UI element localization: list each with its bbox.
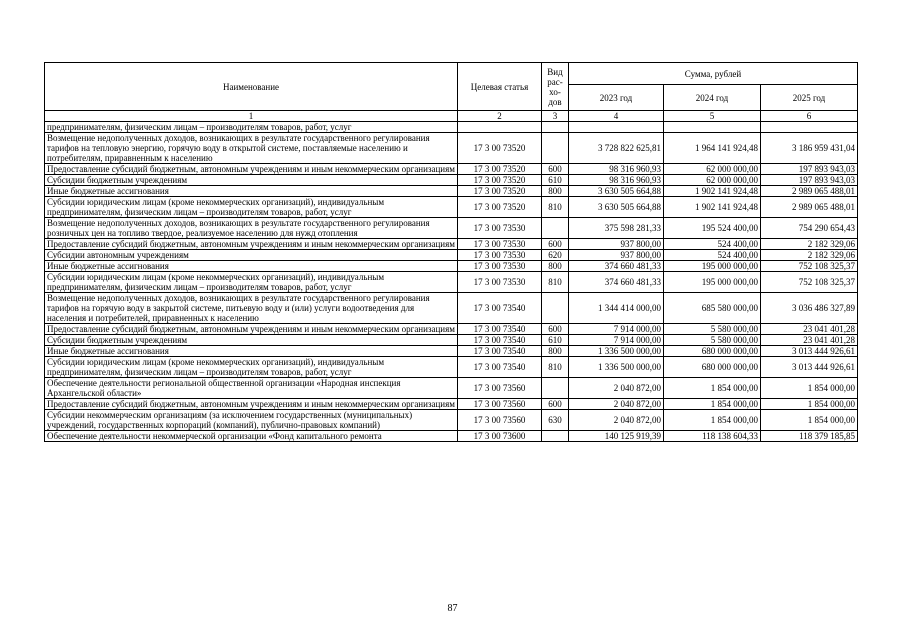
cell-expense-type: 600 bbox=[542, 164, 569, 175]
cell-sum-2025: 118 379 185,85 bbox=[761, 431, 858, 442]
cell-target-article: 17 3 00 73530 bbox=[458, 261, 542, 272]
cell-sum-2023: 937 800,00 bbox=[569, 239, 664, 250]
cell-sum-2023: 1 344 414 000,00 bbox=[569, 293, 664, 324]
cell-expense-type: 610 bbox=[542, 335, 569, 346]
cell-sum-2024: 524 400,00 bbox=[664, 250, 761, 261]
table-row bbox=[45, 218, 858, 239]
cell-expense-type: 810 bbox=[542, 272, 569, 293]
cell-expense-type: 630 bbox=[542, 410, 569, 431]
table-row bbox=[45, 357, 858, 378]
cell-sum-2025: 754 290 654,43 bbox=[761, 218, 858, 239]
cell-sum-2023: 7 914 000,00 bbox=[569, 335, 664, 346]
header-sum: Сумма, рублей bbox=[569, 63, 858, 85]
cell-sum-2023: 374 660 481,33 bbox=[569, 272, 664, 293]
cell-sum-2024: 685 580 000,00 bbox=[664, 293, 761, 324]
cell-target-article: 17 3 00 73600 bbox=[458, 431, 542, 442]
cell-target-article: 17 3 00 73540 bbox=[458, 324, 542, 335]
cell-name: Предоставление субсидий бюджетным, автономным учреждениям и иным некоммерческим организациям bbox=[45, 239, 458, 250]
cell-sum-2024: 1 854 000,00 bbox=[664, 399, 761, 410]
cell-sum-2024: 1 854 000,00 bbox=[664, 378, 761, 399]
header-year-2025: 2025 год bbox=[761, 85, 858, 111]
cell-target-article: 17 3 00 73540 bbox=[458, 346, 542, 357]
cell-sum-2023: 1 336 500 000,00 bbox=[569, 346, 664, 357]
page-number: 87 bbox=[447, 603, 458, 614]
cell-sum-2023 bbox=[569, 122, 664, 133]
cell-sum-2023: 2 040 872,00 bbox=[569, 410, 664, 431]
cell-name: Субсидии бюджетным учреждениям bbox=[45, 335, 458, 346]
cell-sum-2024: 118 138 604,33 bbox=[664, 431, 761, 442]
cell-name: Субсидии бюджетным учреждениям bbox=[45, 175, 458, 186]
column-index: 6 bbox=[761, 111, 858, 122]
cell-expense-type: 600 bbox=[542, 399, 569, 410]
cell-sum-2025: 3 013 444 926,61 bbox=[761, 346, 858, 357]
cell-sum-2024: 524 400,00 bbox=[664, 239, 761, 250]
cell-sum-2023: 98 316 960,93 bbox=[569, 175, 664, 186]
cell-sum-2024: 195 000 000,00 bbox=[664, 261, 761, 272]
cell-sum-2025: 2 182 329,06 bbox=[761, 239, 858, 250]
cell-expense-type: 600 bbox=[542, 239, 569, 250]
column-index: 5 bbox=[664, 111, 761, 122]
table-row bbox=[45, 378, 858, 399]
cell-sum-2023: 375 598 281,33 bbox=[569, 218, 664, 239]
cell-expense-type bbox=[542, 218, 569, 239]
cell-name: Возмещение недополученных доходов, возникающих в результате государственного регулирования тарифов на горячую воду в закрытой системе, питьевую воду и (или) услуги водоотведения для населения и потребителей, приравненных к населению bbox=[45, 293, 458, 324]
cell-sum-2025: 752 108 325,37 bbox=[761, 261, 858, 272]
cell-sum-2025: 23 041 401,28 bbox=[761, 335, 858, 346]
cell-sum-2024: 680 000 000,00 bbox=[664, 357, 761, 378]
cell-name: Предоставление субсидий бюджетным, автономным учреждениям и иным некоммерческим организациям bbox=[45, 324, 458, 335]
cell-sum-2024: 195 000 000,00 bbox=[664, 272, 761, 293]
cell-target-article: 17 3 00 73530 bbox=[458, 218, 542, 239]
cell-sum-2025: 1 854 000,00 bbox=[761, 378, 858, 399]
cell-sum-2023: 140 125 919,39 bbox=[569, 431, 664, 442]
cell-name: Возмещение недополученных доходов, возникающих в результате государственного регулирования тарифов на тепловую энергию, горячую воду в открытой системе, поставляемые населению и потребителям, приравненным к населению bbox=[45, 133, 458, 164]
cell-target-article: 17 3 00 73530 bbox=[458, 272, 542, 293]
table-row bbox=[45, 122, 858, 133]
cell-sum-2024: 1 964 141 924,48 bbox=[664, 133, 761, 164]
cell-sum-2024: 680 000 000,00 bbox=[664, 346, 761, 357]
cell-name: Обеспечение деятельности региональной общественной организации «Народная инспекция Архангельской области» bbox=[45, 378, 458, 399]
cell-name: Субсидии юридическим лицам (кроме некоммерческих организаций), индивидуальным предпринимателям, физическим лицам – производителям товаров, работ, услуг bbox=[45, 357, 458, 378]
cell-sum-2024: 5 580 000,00 bbox=[664, 324, 761, 335]
table-row bbox=[45, 164, 858, 175]
table-row bbox=[45, 197, 858, 218]
cell-expense-type: 620 bbox=[542, 250, 569, 261]
table-row bbox=[45, 293, 858, 324]
table-body bbox=[45, 122, 858, 442]
column-index-row bbox=[45, 111, 858, 122]
cell-name: Иные бюджетные ассигнования bbox=[45, 186, 458, 197]
column-index: 2 bbox=[458, 111, 542, 122]
table-row bbox=[45, 410, 858, 431]
cell-sum-2023: 2 040 872,00 bbox=[569, 378, 664, 399]
cell-sum-2024: 1 854 000,00 bbox=[664, 410, 761, 431]
cell-target-article: 17 3 00 73520 bbox=[458, 175, 542, 186]
cell-sum-2025: 2 182 329,06 bbox=[761, 250, 858, 261]
cell-sum-2023: 7 914 000,00 bbox=[569, 324, 664, 335]
cell-sum-2024: 195 524 400,00 bbox=[664, 218, 761, 239]
cell-target-article: 17 3 00 73520 bbox=[458, 186, 542, 197]
cell-name: Субсидии юридическим лицам (кроме некоммерческих организаций), индивидуальным предпринимателям, физическим лицам – производителям товаров, работ, услуг bbox=[45, 272, 458, 293]
cell-expense-type bbox=[542, 293, 569, 324]
cell-expense-type: 810 bbox=[542, 357, 569, 378]
cell-sum-2025 bbox=[761, 122, 858, 133]
cell-expense-type bbox=[542, 122, 569, 133]
cell-target-article: 17 3 00 73520 bbox=[458, 133, 542, 164]
cell-target-article: 17 3 00 73520 bbox=[458, 197, 542, 218]
column-index: 4 bbox=[569, 111, 664, 122]
cell-sum-2025: 1 854 000,00 bbox=[761, 399, 858, 410]
table-row bbox=[45, 346, 858, 357]
header-year-2023: 2023 год bbox=[569, 85, 664, 111]
cell-sum-2023: 374 660 481,33 bbox=[569, 261, 664, 272]
header-target-article: Целевая статья bbox=[458, 63, 542, 111]
cell-target-article: 17 3 00 73530 bbox=[458, 250, 542, 261]
cell-expense-type bbox=[542, 133, 569, 164]
column-index: 1 bbox=[45, 111, 458, 122]
header-expense-type-line: хо- bbox=[549, 86, 561, 97]
cell-name: Иные бюджетные ассигнования bbox=[45, 261, 458, 272]
cell-target-article: 17 3 00 73540 bbox=[458, 293, 542, 324]
cell-sum-2023: 1 336 500 000,00 bbox=[569, 357, 664, 378]
cell-sum-2023: 2 040 872,00 bbox=[569, 399, 664, 410]
cell-expense-type bbox=[542, 431, 569, 442]
cell-sum-2025: 3 013 444 926,61 bbox=[761, 357, 858, 378]
cell-target-article: 17 3 00 73530 bbox=[458, 239, 542, 250]
cell-expense-type: 600 bbox=[542, 324, 569, 335]
cell-sum-2025: 2 989 065 488,01 bbox=[761, 197, 858, 218]
cell-target-article: 17 3 00 73560 bbox=[458, 399, 542, 410]
cell-name: Предоставление субсидий бюджетным, автономным учреждениям и иным некоммерческим организациям bbox=[45, 164, 458, 175]
table-row bbox=[45, 335, 858, 346]
header-expense-type-line: рас- bbox=[547, 76, 563, 87]
cell-name: предпринимателям, физическим лицам – производителям товаров, работ, услуг bbox=[45, 122, 458, 133]
cell-target-article: 17 3 00 73540 bbox=[458, 335, 542, 346]
cell-sum-2025: 752 108 325,37 bbox=[761, 272, 858, 293]
header-expense-type bbox=[542, 63, 569, 111]
cell-name: Субсидии юридическим лицам (кроме некоммерческих организаций), индивидуальным предпринимателям, физическим лицам – производителям товаров, работ, услуг bbox=[45, 197, 458, 218]
cell-expense-type bbox=[542, 378, 569, 399]
cell-sum-2025: 2 989 065 488,01 bbox=[761, 186, 858, 197]
cell-expense-type: 810 bbox=[542, 197, 569, 218]
table-row bbox=[45, 431, 858, 442]
cell-sum-2024: 5 580 000,00 bbox=[664, 335, 761, 346]
header-year-2024: 2024 год bbox=[664, 85, 761, 111]
cell-sum-2023: 3 728 822 625,81 bbox=[569, 133, 664, 164]
cell-expense-type: 800 bbox=[542, 346, 569, 357]
cell-expense-type: 610 bbox=[542, 175, 569, 186]
table-row bbox=[45, 399, 858, 410]
table-row bbox=[45, 272, 858, 293]
cell-sum-2025: 197 893 943,03 bbox=[761, 164, 858, 175]
table-row bbox=[45, 250, 858, 261]
table-row bbox=[45, 186, 858, 197]
cell-sum-2025: 3 186 959 431,04 bbox=[761, 133, 858, 164]
cell-sum-2025: 3 036 486 327,89 bbox=[761, 293, 858, 324]
table-row bbox=[45, 324, 858, 335]
header-expense-type-line: дов bbox=[548, 96, 562, 107]
cell-sum-2024: 1 902 141 924,48 bbox=[664, 186, 761, 197]
cell-sum-2023: 3 630 505 664,88 bbox=[569, 197, 664, 218]
cell-name: Предоставление субсидий бюджетным, автономным учреждениям и иным некоммерческим организациям bbox=[45, 399, 458, 410]
table-row bbox=[45, 175, 858, 186]
cell-sum-2024: 62 000 000,00 bbox=[664, 175, 761, 186]
cell-sum-2024 bbox=[664, 122, 761, 133]
cell-name: Иные бюджетные ассигнования bbox=[45, 346, 458, 357]
header-name: Наименование bbox=[45, 63, 458, 111]
cell-target-article: 17 3 00 73560 bbox=[458, 410, 542, 431]
cell-expense-type: 800 bbox=[542, 186, 569, 197]
cell-target-article: 17 3 00 73560 bbox=[458, 378, 542, 399]
cell-expense-type: 800 bbox=[542, 261, 569, 272]
cell-sum-2024: 62 000 000,00 bbox=[664, 164, 761, 175]
cell-sum-2025: 197 893 943,03 bbox=[761, 175, 858, 186]
cell-sum-2023: 937 800,00 bbox=[569, 250, 664, 261]
cell-sum-2024: 1 902 141 924,48 bbox=[664, 197, 761, 218]
cell-sum-2025: 1 854 000,00 bbox=[761, 410, 858, 431]
cell-name: Возмещение недополученных доходов, возникающих в результате государственного регулирования розничных цен на топливо твердое, реализуемое населению для нужд отопления bbox=[45, 218, 458, 239]
cell-sum-2023: 98 316 960,93 bbox=[569, 164, 664, 175]
cell-target-article: 17 3 00 73520 bbox=[458, 164, 542, 175]
cell-name: Обеспечение деятельности некоммерческой организации «Фонд капитального ремонта bbox=[45, 431, 458, 442]
table-row bbox=[45, 261, 858, 272]
table-row bbox=[45, 239, 858, 250]
cell-name: Субсидии некоммерческим организациям (за исключением государственных (муниципальных) учреждений, государственных корпораций (компаний), публично-правовых компаний) bbox=[45, 410, 458, 431]
cell-name: Субсидии автономным учреждениям bbox=[45, 250, 458, 261]
cell-sum-2023: 3 630 505 664,88 bbox=[569, 186, 664, 197]
header-expense-type-line: Вид bbox=[547, 66, 563, 77]
column-index: 3 bbox=[542, 111, 569, 122]
cell-target-article: 17 3 00 73540 bbox=[458, 357, 542, 378]
cell-sum-2025: 23 041 401,28 bbox=[761, 324, 858, 335]
table-row bbox=[45, 133, 858, 164]
budget-table bbox=[44, 62, 858, 442]
cell-target-article bbox=[458, 122, 542, 133]
